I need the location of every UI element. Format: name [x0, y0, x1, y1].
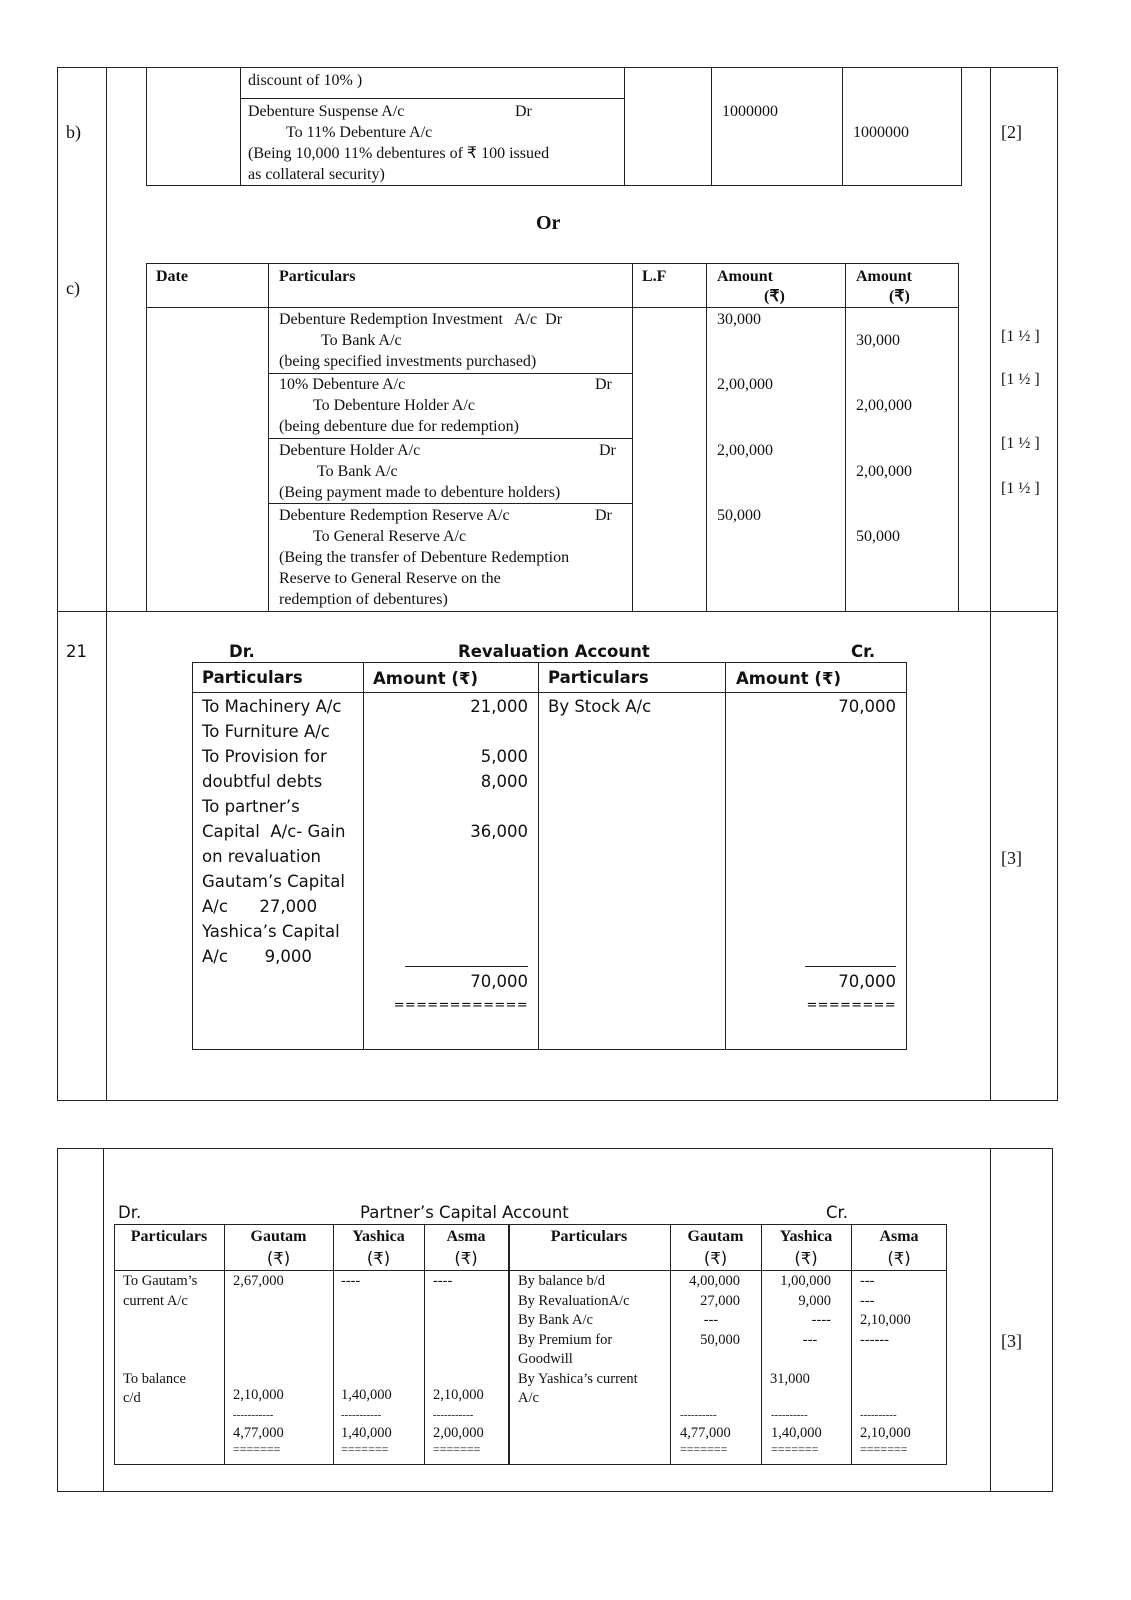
c-entry2-dr: Dr	[595, 376, 612, 393]
cap-header-gautam-cr: Gautam	[687, 1228, 744, 1245]
col-divider-number	[106, 67, 107, 1101]
b-narration-2: as collateral security)	[248, 166, 385, 183]
cap-debit-asma-total: 2,00,000	[433, 1425, 484, 1441]
cap-debit-line: current A/c	[123, 1292, 188, 1309]
cap-credit-asma-value: ---	[860, 1273, 875, 1289]
reval-debit-line: Yashica’s Capital	[202, 922, 340, 941]
section-b-label: b)	[66, 122, 81, 142]
cap-credit-gautam-value: 27,000	[700, 1292, 740, 1309]
b-col-amt-cr	[842, 67, 843, 186]
reval-debit-amount: 36,000	[470, 822, 528, 841]
reval-debit-line: Gautam’s Capital	[202, 872, 345, 891]
cap-credit-gautam-value: 4,00,000	[689, 1273, 740, 1289]
cap-header-yashica-dr-currency: (₹)	[366, 1249, 391, 1268]
cap-debit-line	[123, 1350, 197, 1370]
reval-debit-line: on revaluation	[202, 847, 322, 866]
reval-credit-total: 70,000	[838, 972, 896, 991]
cap-credit-yashica-value: 9,000	[798, 1292, 831, 1309]
cap-credit-yashica-double: =======	[771, 1442, 819, 1456]
header-amount-cr-currency: (₹)	[889, 288, 910, 305]
cap-credit-yashica-value: 1,00,000	[780, 1273, 831, 1289]
cap-credit-asma-dash: ----------	[860, 1409, 897, 1421]
cap-credit-yashica-dash: ----------	[771, 1409, 808, 1421]
reval-debit-line: A/c 9,000	[202, 947, 312, 966]
c-entry4-dr: Dr	[595, 507, 612, 524]
cap-debit-line	[123, 1311, 197, 1331]
cap-debit-asma-balance: 2,10,000	[433, 1387, 484, 1403]
reval-header-particulars-dr: Particulars	[202, 668, 303, 687]
cap-debit-asma-dash: ----	[433, 1273, 453, 1289]
or-separator: Or	[536, 212, 561, 234]
cap-debit-line: To balance	[123, 1370, 186, 1387]
b-col-lf	[624, 67, 625, 186]
c-entry2-debit-amount: 2,00,000	[717, 376, 773, 393]
header-amount-dr-currency: (₹)	[764, 288, 785, 305]
section-c-label: c)	[66, 278, 80, 298]
c-col-amt-dr	[706, 263, 707, 612]
c-entry2-marks: [1 ½ ]	[1001, 371, 1040, 388]
prev-entry-tail: discount of 10% )	[248, 72, 363, 89]
q21-marks: [3]	[1001, 848, 1022, 868]
capital-cr-label: Cr.	[826, 1203, 849, 1222]
cap-header-yashica-cr-currency: (₹)	[794, 1249, 818, 1268]
section-b-marks: [2]	[1001, 122, 1022, 142]
header-date: Date	[156, 268, 188, 285]
cap-debit-yashica-dash: ----	[341, 1273, 361, 1289]
reval-header-line	[192, 692, 907, 693]
reval-credit-underline	[805, 966, 896, 967]
question-number-21: 21	[66, 642, 87, 661]
cap-credit-gautam-dash: ----------	[680, 1409, 717, 1421]
revaluation-title: Revaluation Account	[458, 642, 650, 661]
header-amount-dr: Amount	[717, 268, 774, 285]
c-entry3-debit: Debenture Holder A/c	[279, 442, 421, 459]
col2-divider-number	[103, 1148, 104, 1492]
c-entry4-marks: [1 ½ ]	[1001, 480, 1040, 497]
cap-credit-asma-value: ---	[860, 1292, 875, 1309]
cap-credit-yashica-value: ----	[811, 1312, 831, 1328]
reval-col-1	[363, 662, 364, 1050]
b-col-date	[240, 67, 241, 186]
reval-credit-double-line: ========	[806, 998, 896, 1013]
c-entry2-narration: (being debenture due for redemption)	[279, 418, 519, 435]
cap-header-asma-cr-currency: (₹)	[887, 1249, 911, 1268]
reval-debit-amount	[370, 794, 528, 819]
reval-debit-amounts	[370, 694, 528, 844]
capital-account-title: Partner’s Capital Account	[360, 1203, 569, 1222]
reval-debit-particulars	[202, 694, 345, 969]
col2-divider-marks	[990, 1148, 991, 1492]
cap-credit-line: By Yashica’s current	[518, 1370, 638, 1387]
c-row-line-2	[268, 438, 632, 439]
b-row-line	[240, 98, 624, 99]
c-entry1-debit-amount: 30,000	[717, 311, 761, 328]
b-credit-account: To 11% Debenture A/c	[286, 124, 433, 141]
c-entry3-credit-amount: 2,00,000	[856, 463, 912, 480]
b-narration-1: (Being 10,000 11% debentures of ₹ 100 issued	[248, 145, 550, 162]
c-entry4-narration-3: redemption of debentures)	[279, 591, 448, 608]
reval-debit-amount: 21,000	[470, 697, 528, 716]
cap-debit-asma-dash-line: -----------	[433, 1409, 474, 1421]
cap-debit-yashica-total: 1,40,000	[341, 1425, 392, 1441]
revaluation-cr-label: Cr.	[851, 642, 876, 661]
c-entry1-credit-amount: 30,000	[856, 332, 900, 349]
c-entry3-narration: (Being payment made to debenture holders)	[279, 484, 561, 501]
cap-credit-gautam-double: =======	[680, 1442, 728, 1456]
cap-credit-asma-value: ------	[860, 1331, 889, 1348]
cap-credit-yashica-total: 1,40,000	[771, 1425, 822, 1441]
cap-header-asma-dr-currency: (₹)	[454, 1249, 478, 1268]
c-entry4-debit-amount: 50,000	[717, 507, 761, 524]
b-credit-amount: 1000000	[853, 124, 909, 141]
c-entry4-credit-amount: 50,000	[856, 528, 900, 545]
cap-credit-asma-double: =======	[860, 1442, 908, 1456]
c-entry4-debit: Debenture Redemption Reserve A/c	[279, 507, 510, 524]
cap-header-asma-cr: Asma	[879, 1228, 919, 1245]
c-header-line	[146, 307, 959, 308]
b-top-line	[240, 67, 624, 68]
cap-debit-gautam-value: 2,67,000	[233, 1273, 284, 1289]
cap-debit-line: To Gautam’s	[123, 1273, 198, 1289]
b-dr: Dr	[515, 103, 532, 120]
cap-credit-yashica-value	[761, 1350, 831, 1370]
reval-debit-amount: 5,000	[480, 747, 528, 766]
b-debit-account: Debenture Suspense A/c	[248, 103, 405, 120]
capital-account-marks: [3]	[1001, 1331, 1022, 1351]
header-particulars: Particulars	[279, 268, 356, 285]
c-entry1-narration: (being specified investments purchased)	[279, 353, 537, 370]
cap-header-gautam-dr-currency: (₹)	[266, 1249, 291, 1268]
cap-debit-gautam-balance: 2,10,000	[233, 1387, 284, 1403]
b-col-amt-dr	[711, 67, 712, 186]
reval-debit-amount: 8,000	[480, 772, 528, 791]
cap-credit-asma-total: 2,10,000	[860, 1425, 911, 1441]
cap-credit-yashica	[761, 1272, 831, 1389]
cap-debit-yashica-balance: 1,40,000	[341, 1387, 392, 1403]
c-entry4-narration-1: (Being the transfer of Debenture Redemption	[279, 549, 570, 566]
c-col-lf	[632, 263, 633, 612]
reval-debit-double-line: ============	[393, 998, 528, 1013]
reval-header-amount-dr: Amount (₹)	[373, 669, 478, 688]
cap-header-gautam-dr: Gautam	[250, 1228, 307, 1245]
cap-debit-yashica-double: =======	[341, 1442, 389, 1456]
cap-credit-line: Goodwill	[518, 1351, 573, 1367]
reval-header-amount-cr: Amount (₹)	[736, 669, 841, 688]
reval-debit-total: 70,000	[470, 972, 528, 991]
reval-debit-line: doubtful debts	[202, 772, 323, 791]
cap-credit-line: By RevaluationA/c	[518, 1292, 630, 1309]
cap-debit-gautam	[233, 1272, 284, 1292]
cap-debit-gautam-dash: -----------	[233, 1409, 274, 1421]
c-entry2-credit-amount: 2,00,000	[856, 397, 912, 414]
reval-debit-line: To Furniture A/c	[202, 722, 330, 741]
cap-credit-yashica-value: 31,000	[770, 1370, 810, 1387]
cap-debit-gautam-double: =======	[233, 1442, 281, 1456]
reval-credit-amount: 70,000	[838, 697, 896, 716]
cap-col-4	[508, 1224, 510, 1465]
reval-debit-underline	[405, 966, 528, 967]
cap-credit-line: By Bank A/c	[518, 1312, 593, 1328]
cap-credit-line: By Premium for	[518, 1331, 613, 1348]
c-entry3-marks: [1 ½ ]	[1001, 435, 1040, 452]
c-entry2-credit: To Debenture Holder A/c	[313, 397, 475, 414]
reval-debit-line: A/c 27,000	[202, 897, 318, 916]
revaluation-dr-label: Dr.	[229, 642, 255, 661]
cap-debit-asma-double: =======	[433, 1442, 481, 1456]
cap-credit-gautam-value: ---	[703, 1312, 719, 1328]
cap-credit-asma-value: 2,10,000	[860, 1312, 911, 1328]
cap-credit-gautam-total: 4,77,000	[680, 1425, 731, 1441]
cap-header-yashica-dr: Yashica	[352, 1228, 405, 1245]
cap-header-particulars-cr: Particulars	[550, 1228, 628, 1245]
reval-debit-line: To Machinery A/c	[202, 697, 342, 716]
c-entry4-narration-2: Reserve to General Reserve on the	[279, 570, 501, 587]
reval-debit-line: To Provision for	[202, 747, 327, 766]
capital-dr-label: Dr.	[118, 1203, 142, 1222]
cap-credit-gautam	[670, 1272, 740, 1350]
b-debit-amount: 1000000	[722, 103, 778, 120]
reval-debit-amount	[370, 719, 528, 744]
cap-header-asma-dr: Asma	[446, 1228, 486, 1245]
cap-header-gautam-cr-currency: (₹)	[703, 1249, 728, 1268]
reval-credit-line: By Stock A/c	[548, 697, 652, 716]
cap-header-particulars-dr: Particulars	[130, 1228, 208, 1245]
cap-credit-yashica-value: ---	[802, 1331, 818, 1348]
c-entry1-debit: Debenture Redemption Investment A/c Dr	[279, 311, 563, 328]
reval-debit-line: To partner’s	[202, 797, 300, 816]
c-entry3-debit-amount: 2,00,000	[717, 442, 773, 459]
reval-col-2	[538, 662, 539, 1050]
c-entry3-dr: Dr	[599, 442, 616, 459]
cap-credit-line: By balance b/d	[518, 1273, 605, 1289]
reval-header-particulars-cr: Particulars	[548, 668, 649, 687]
c-entry1-credit: To Bank A/c	[321, 332, 402, 349]
cap-header-yashica-cr: Yashica	[779, 1228, 833, 1245]
header-amount-cr: Amount	[856, 268, 913, 285]
cap-credit-particulars	[518, 1272, 638, 1409]
c-col-amt-cr	[845, 263, 846, 612]
header-lf: L.F	[642, 268, 667, 285]
col-divider-marks	[990, 67, 991, 1101]
c-entry4-credit: To General Reserve A/c	[313, 528, 467, 545]
cap-credit-asma	[860, 1272, 911, 1350]
reval-col-3	[725, 662, 726, 1050]
reval-debit-line: Capital A/c- Gain	[202, 822, 346, 841]
cap-credit-gautam-value: 50,000	[700, 1331, 740, 1348]
cap-credit-line: A/c	[518, 1390, 539, 1406]
cap-debit-line	[123, 1331, 197, 1351]
cap-debit-yashica-dash-line: -----------	[341, 1409, 382, 1421]
c-entry2-debit: 10% Debenture A/c	[279, 376, 406, 393]
cap-debit-line: c/d	[123, 1390, 141, 1406]
cap-debit-gautam-total: 4,77,000	[233, 1425, 284, 1441]
cap-debit-particulars	[123, 1272, 197, 1409]
c-entry3-credit: To Bank A/c	[317, 463, 398, 480]
c-entry1-marks: [1 ½ ]	[1001, 328, 1040, 345]
